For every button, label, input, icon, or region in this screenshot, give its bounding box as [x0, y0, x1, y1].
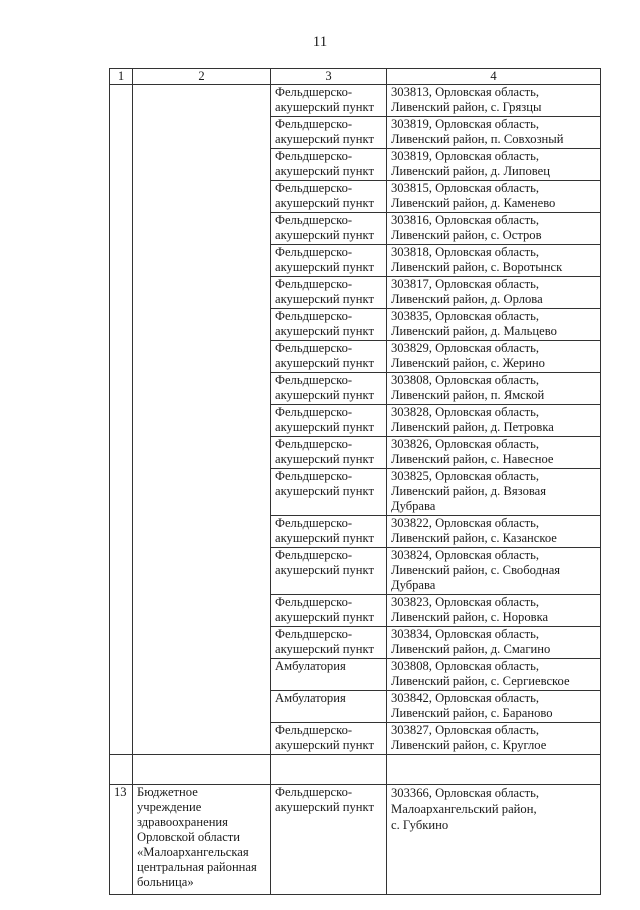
gap-cell — [387, 755, 601, 785]
facility-address-cell: 303816, Орловская область, Ливенский район, с. Остров — [387, 213, 601, 245]
facility-type-cell: Фельдшерско- акушерский пункт — [271, 469, 387, 516]
entry-number-cell: 13 — [110, 785, 133, 895]
table-row — [110, 85, 601, 117]
table-body — [110, 85, 601, 895]
gap-cell — [271, 755, 387, 785]
facility-address-cell: 303826, Орловская область, Ливенский район, с. Навесное — [387, 437, 601, 469]
facility-address-cell: 303829, Орловская область, Ливенский район, с. Жерино — [387, 341, 601, 373]
facility-address-cell: 303823, Орловская область, Ливенский район, с. Норовка — [387, 595, 601, 627]
facility-type-cell: Фельдшерско- акушерский пункт — [271, 405, 387, 437]
facility-address-cell: 303815, Орловская область, Ливенский район, д. Каменево — [387, 181, 601, 213]
table-row-entry-13 — [110, 785, 601, 895]
facility-address-cell: 303842, Орловская область, Ливенский район, с. Бараново — [387, 691, 601, 723]
facility-type-cell: Фельдшерско- акушерский пункт — [271, 213, 387, 245]
header-col-2: 2 — [133, 69, 271, 85]
facility-address-cell: 303808, Орловская область, Ливенский район, п. Ямской — [387, 373, 601, 405]
facility-address-cell: 303827, Орловская область, Ливенский район, с. Круглое — [387, 723, 601, 755]
header-col-1: 1 — [110, 69, 133, 85]
facility-type-cell: Фельдшерско- акушерский пункт — [271, 341, 387, 373]
facility-type-cell: Фельдшерско- акушерский пункт — [271, 181, 387, 213]
gap-cell — [110, 755, 133, 785]
facility-type-cell: Фельдшерско- акушерский пункт — [271, 723, 387, 755]
facility-type-cell: Фельдшерско- акушерский пункт — [271, 85, 387, 117]
facility-type-cell: Фельдшерско- акушерский пункт — [271, 595, 387, 627]
facility-type-cell: Фельдшерско- акушерский пункт — [271, 117, 387, 149]
facility-type-cell: Фельдшерско- акушерский пункт — [271, 627, 387, 659]
facility-address-cell: 303828, Орловская область, Ливенский район, д. Петровка — [387, 405, 601, 437]
facility-address-cell: 303817, Орловская область, Ливенский район, д. Орлова — [387, 277, 601, 309]
page-number: 11 — [312, 34, 328, 50]
facility-address-cell: 303824, Орловская область, Ливенский район, с. Свободная Дубрава — [387, 548, 601, 595]
facility-address-cell: 303366, Орловская область, Малоархангельский район, с. Губкино — [387, 785, 601, 895]
institution-cell — [133, 85, 271, 755]
table-gap-row — [110, 755, 601, 785]
table-header-row — [110, 69, 601, 85]
facility-type-cell: Фельдшерско- акушерский пункт — [271, 437, 387, 469]
header-col-3: 3 — [271, 69, 387, 85]
facility-type-cell: Фельдшерско- акушерский пункт — [271, 516, 387, 548]
facility-address-cell: 303819, Орловская область, Ливенский район, д. Липовец — [387, 149, 601, 181]
header-col-4: 4 — [387, 69, 601, 85]
facilities-table — [109, 68, 601, 895]
facility-address-cell: 303834, Орловская область, Ливенский район, д. Смагино — [387, 627, 601, 659]
institution-cell: Бюджетное учреждение здравоохранения Орловской области «Малоархангельская центральная районная больница» — [133, 785, 271, 895]
facility-address-cell: 303822, Орловская область, Ливенский район, с. Казанское — [387, 516, 601, 548]
entry-number-cell — [110, 85, 133, 755]
facility-type-cell: Фельдшерско- акушерский пункт — [271, 277, 387, 309]
facility-type-cell: Амбулатория — [271, 659, 387, 691]
gap-cell — [133, 755, 271, 785]
facility-type-cell: Амбулатория — [271, 691, 387, 723]
facility-type-cell: Фельдшерско- акушерский пункт — [271, 548, 387, 595]
facility-type-cell: Фельдшерско- акушерский пункт — [271, 245, 387, 277]
facility-type-cell: Фельдшерско- акушерский пункт — [271, 373, 387, 405]
facility-address-cell: 303835, Орловская область, Ливенский район, д. Мальцево — [387, 309, 601, 341]
facility-address-cell: 303808, Орловская область, Ливенский район, с. Сергиевское — [387, 659, 601, 691]
facility-address-cell: 303825, Орловская область, Ливенский район, д. Вязовая Дубрава — [387, 469, 601, 516]
facility-address-cell: 303819, Орловская область, Ливенский район, п. Совхозный — [387, 117, 601, 149]
facility-address-cell: 303813, Орловская область, Ливенский район, с. Грязцы — [387, 85, 601, 117]
facility-type-cell: Фельдшерско- акушерский пункт — [271, 309, 387, 341]
facility-type-cell: Фельдшерско- акушерский пункт — [271, 149, 387, 181]
facility-address-cell: 303818, Орловская область, Ливенский район, с. Воротынск — [387, 245, 601, 277]
facility-type-cell: Фельдшерско- акушерский пункт — [271, 785, 387, 895]
